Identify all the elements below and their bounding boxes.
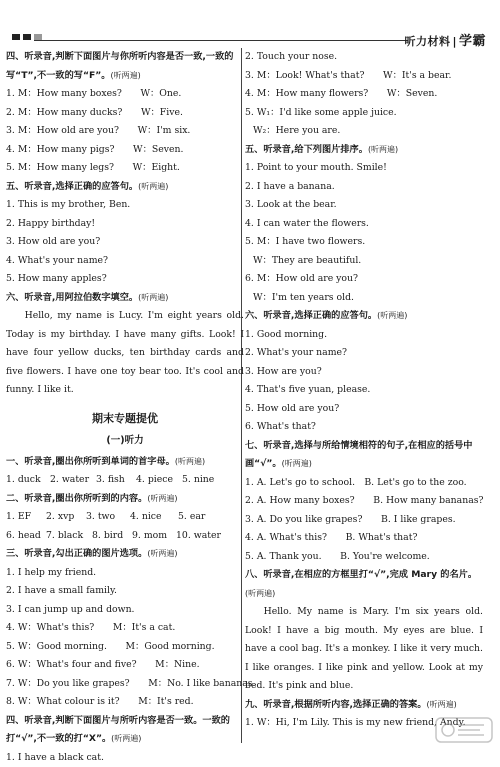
list-item: 1. I have a black cat. — [6, 749, 244, 767]
s1-items — [6, 471, 244, 490]
list-item: 3. How old are you? — [6, 233, 244, 252]
list-item: 5. M：I have two flowers. — [245, 233, 483, 252]
watermark-stamp — [434, 714, 494, 746]
list-item: 4. What's your name? — [6, 252, 244, 271]
list-item: 2. What's your name? — [245, 344, 483, 363]
list-item: 5. W₁：I'd like some apple juice. — [245, 104, 483, 123]
list-item: 3. M：Look! What's that? W：It's a bear. — [245, 67, 483, 86]
section-6-passage: Hello, my name is Lucy. I'm eight years old. Today is my birthday. I have many gifts. Look! I have four yellow ducks, ten birthday cards and five flowers. I have one toy bear too. It's cool and funny. I like it. — [6, 307, 244, 400]
r8-passage: Hello. My name is Mary. I'm six years old. Look! I have a big mouth. My eyes are blue. I have a cool bag. It's a monkey. I like it very much. I like oranges. I like pink and yellow. Look at my bed. It's pink and blue. — [245, 603, 483, 696]
brand-logo: 学霸 — [459, 34, 486, 49]
list-item: 3. How are you? — [245, 363, 483, 382]
r6-items — [245, 326, 483, 437]
list-item: 3. A. Do you like grapes? B. I like grapes. — [245, 511, 483, 530]
list-item: 6. What's that? — [245, 418, 483, 437]
list-item: 8. W：What colour is it? M：It's red. — [6, 693, 244, 712]
list-item: 3. Look at the bear. — [245, 196, 483, 215]
r8-title: 八、听录音,在相应的方框里打“√”,完成 Mary 的名片。(听两遍) — [245, 566, 483, 603]
list-item: 8. bird — [92, 527, 132, 546]
section-4-items — [6, 85, 244, 178]
list-item: 5. nine — [182, 471, 226, 490]
list-item: 4. nice — [130, 508, 178, 527]
list-item: 4. M：How many pigs? W：Seven. — [6, 141, 244, 160]
list-item: 5. A. Thank you. B. You're welcome. — [245, 548, 483, 567]
list-item: 2. Touch your nose. — [245, 48, 483, 67]
list-item: 1. W：Hi, I'm Lily. This is my new friend, Andy. — [245, 714, 483, 733]
list-item: 2. A. How many boxes? B. How many bananas? — [245, 492, 483, 511]
list-item: 3. I can jump up and down. — [6, 601, 244, 620]
list-item: 2. M：How many ducks? W：Five. — [6, 104, 244, 123]
list-item: W₂：Here you are. — [245, 122, 483, 141]
header-brand — [404, 30, 486, 49]
section-5-items — [6, 196, 244, 289]
list-item: 2. Happy birthday! — [6, 215, 244, 234]
list-item: 5. How old are you? — [245, 400, 483, 419]
list-item: 6. head — [6, 527, 46, 546]
list-item: 10. water — [176, 527, 232, 546]
s4-title: 四、听录音,判断下面图片与所听内容是否一致。一致的打“√”,不一致的打“X”。(听两遍) — [6, 712, 244, 749]
page-header — [0, 0, 500, 44]
s1-title: 一、听录音,圈出你所听到单词的首字母。(听两遍) — [6, 453, 244, 472]
list-item: 5. M：How many legs? W：Eight. — [6, 159, 244, 178]
section-6-title: 六、听录音,用阿拉伯数字填空。(听两遍) — [6, 289, 244, 308]
list-item: 1. I help my friend. — [6, 564, 244, 583]
left-column — [6, 48, 244, 767]
list-item: 4. That's five yuan, please. — [245, 381, 483, 400]
list-item: 6. W：What's four and five? M：Nine. — [6, 656, 244, 675]
section-5-title: 五、听录音,选择正确的应答句。(听两遍) — [6, 178, 244, 197]
list-item: 3. M：How old are you? W：I'm six. — [6, 122, 244, 141]
list-item: 3. two — [86, 508, 130, 527]
unit-title: 期末专题提优 — [6, 410, 244, 429]
section-4-title: 四、听录音,判断下面图片与你所听内容是否一致,一致的写“T”,不一致的写“F”。(听两遍) — [6, 48, 244, 85]
s2-row-2 — [6, 527, 244, 546]
list-item: 1. EF — [6, 508, 46, 527]
list-item: 4. A. What's this? B. What's that? — [245, 529, 483, 548]
list-item: 5. How many apples? — [6, 270, 244, 289]
header-rule — [34, 40, 408, 41]
r5-items — [245, 159, 483, 307]
list-item: 4. piece — [136, 471, 182, 490]
list-item: 2. I have a banana. — [245, 178, 483, 197]
list-item: 1. duck — [6, 471, 50, 490]
r6-title: 六、听录音,选择正确的应答句。(听两遍) — [245, 307, 483, 326]
list-item: 2. xvp — [46, 508, 86, 527]
header-separator: | — [452, 35, 457, 48]
r7-items — [245, 474, 483, 567]
list-item: W：I'm ten years old. — [245, 289, 483, 308]
r5-title: 五、听录音,给下列图片排序。(听两遍) — [245, 141, 483, 160]
list-item: W：They are beautiful. — [245, 252, 483, 271]
continued-items — [245, 48, 483, 141]
s2-title: 二、听录音,圈出你所听到的内容。(听两遍) — [6, 490, 244, 509]
list-item: 1. Good morning. — [245, 326, 483, 345]
s3-title: 三、听录音,勾出正确的图片选项。(听两遍) — [6, 545, 244, 564]
list-item: 7. black — [46, 527, 92, 546]
list-item: 1. M：How many boxes? W：One. — [6, 85, 244, 104]
s3-items — [6, 564, 244, 712]
header-series: 听力材料 — [404, 35, 450, 48]
list-item: 6. M：How old are you? — [245, 270, 483, 289]
list-item: 5. ear — [178, 508, 222, 527]
list-item: 4. M：How many flowers? W：Seven. — [245, 85, 483, 104]
list-item: 3. fish — [96, 471, 136, 490]
s2-row-1 — [6, 508, 244, 527]
list-item: 1. A. Let's go to school. B. Let's go to the zoo. — [245, 474, 483, 493]
list-item: 2. I have a small family. — [6, 582, 244, 601]
r9-title: 九、听录音,根据所听内容,选择正确的答案。(听两遍) — [245, 696, 483, 715]
list-item: 7. W：Do you like grapes? M：No. I like bananas. — [6, 675, 244, 694]
list-item: 1. This is my brother, Ben. — [6, 196, 244, 215]
list-item: 4. W：What's this? M：It's a cat. — [6, 619, 244, 638]
right-column — [245, 48, 483, 733]
part-title: (一)听力 — [6, 432, 244, 451]
list-item: 4. I can water the flowers. — [245, 215, 483, 234]
list-item: 5. W：Good morning. M：Good morning. — [6, 638, 244, 657]
list-item: 2. water — [50, 471, 96, 490]
list-item: 9. mom — [132, 527, 176, 546]
list-item: 1. Point to your mouth. Smile! — [245, 159, 483, 178]
r7-title: 七、听录音,选择与所给情境相符的句子,在相应的括号中画“√”。(听两遍) — [245, 437, 483, 474]
